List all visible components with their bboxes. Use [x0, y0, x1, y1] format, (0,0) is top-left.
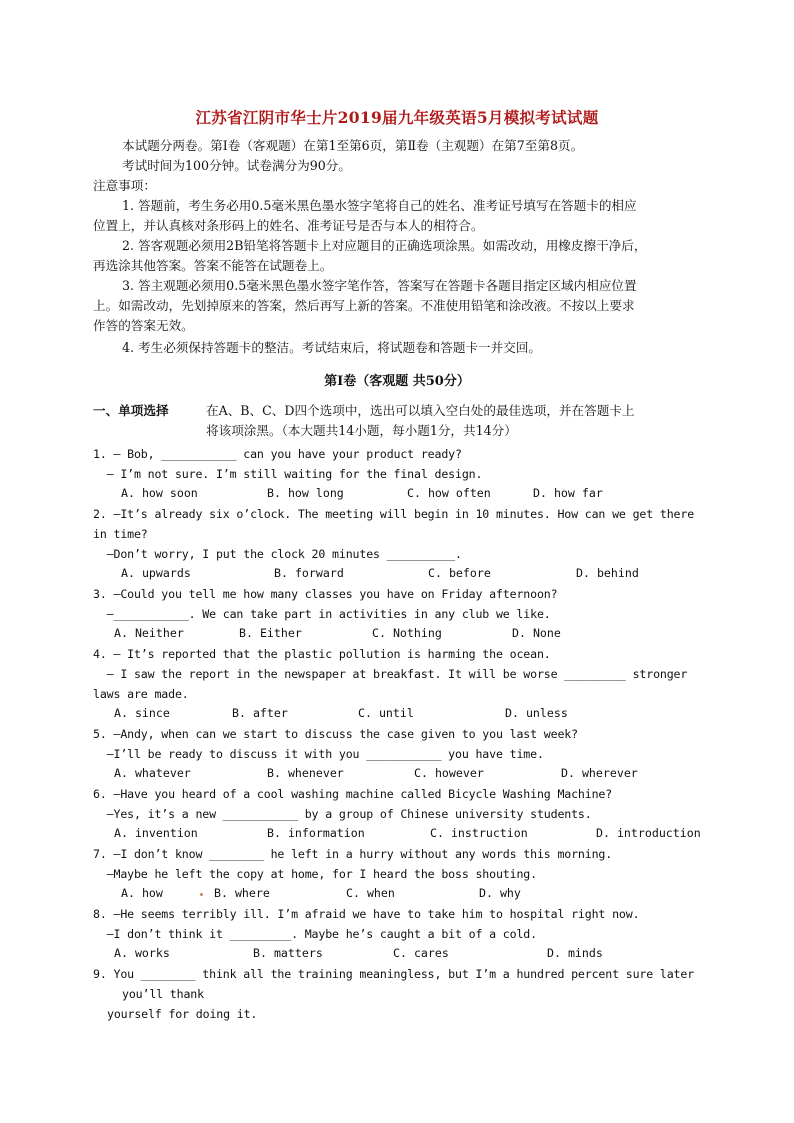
- q6-option-d: D. introduction: [596, 826, 701, 840]
- intro-line-2: 考试时间为100分钟。试卷满分为90分。: [122, 158, 351, 173]
- q1-option-c: C. how often: [407, 486, 491, 500]
- note-1-line-2: 位置上，并认真核对条形码上的姓名、准考证号是否与本人的相符合。: [93, 218, 484, 233]
- q7-option-d: D. why: [479, 886, 521, 900]
- q7-option-b: B. where: [214, 886, 270, 900]
- q4-line-1: 4. — It’s reported that the plastic pollution is harming the ocean.: [93, 647, 551, 661]
- q4-option-b: B. after: [232, 706, 288, 720]
- q2-line-2: in time?: [93, 527, 148, 541]
- q7-line-2: —Maybe he left the copy at home, for I heard the boss shouting.: [93, 867, 537, 881]
- q8-line-1: 8. —He seems terribly ill. I’m afraid we have to take him to hospital right now.: [93, 907, 640, 921]
- q2-option-a: A. upwards: [121, 566, 191, 580]
- q2-option-d: D. behind: [576, 566, 639, 580]
- note-2-line-1: 2. 答客观题必须用2B铅笔将答题卡上对应题目的正确选项涂黑。如需改动，用橡皮擦干净后，: [122, 238, 647, 253]
- q3-line-1: 3. —Could you tell me how many classes you have on Friday afternoon?: [93, 587, 558, 601]
- page-title: 江苏省江阴市华士片2019届九年级英语5月模拟考试试题: [195, 108, 599, 127]
- q4-option-d: D. unless: [505, 706, 568, 720]
- q9-line-1: 9. You ________ think all the training meaningless, but I’m a hundred percent sure later: [93, 967, 695, 981]
- note-3-line-3: 作答的答案无效。: [93, 318, 194, 333]
- q7-line-1: 7. —I don’t know ________ he left in a hurry without any words this morning.: [93, 847, 613, 861]
- q8-option-a: A. works: [114, 946, 170, 960]
- q4-line-3: laws are made.: [93, 687, 189, 701]
- q6-option-b: B. information: [267, 826, 365, 840]
- q2-line-1: 2. —It’s already six o’clock. The meeting will begin in 10 minutes. How can we get there: [93, 507, 695, 521]
- q9-line-2: you’ll thank: [122, 987, 204, 1001]
- note-4: 4. 考生必须保持答题卡的整洁。考试结束后，将试题卷和答题卡一并交回。: [122, 340, 542, 355]
- q6-option-a: A. invention: [114, 826, 198, 840]
- q3-option-a: A. Neither: [114, 626, 184, 640]
- q3-line-2: —___________. We can take part in activities in any club we like.: [93, 607, 551, 621]
- note-2-line-2: 再选涂其他答案。答案不能答在试题卷上。: [93, 258, 333, 273]
- note-1-line-1: 1. 答题前，考生务必用0.5毫米黑色墨水签字笔将自己的姓名、准考证号填写在答题卡的相应: [122, 198, 637, 213]
- q3-option-d: D. None: [512, 626, 561, 640]
- q7-option-a: A. how: [121, 886, 163, 900]
- q1-line-2: — I’m not sure. I’m still waiting for the final design.: [93, 467, 483, 481]
- q1-option-b: B. how long: [267, 486, 344, 500]
- note-3-line-1: 3. 答主观题必须用0.5毫米黑色墨水签字笔作答，答案写在答题卡各题目指定区域内相应位置: [122, 278, 637, 293]
- q8-option-d: D. minds: [547, 946, 603, 960]
- stray-dot: [200, 893, 203, 896]
- q2-option-c: C. before: [428, 566, 491, 580]
- notes-heading: 注意事项：: [93, 178, 156, 193]
- q4-option-c: C. until: [358, 706, 414, 720]
- q8-option-c: C. cares: [393, 946, 449, 960]
- section-title: 第Ⅰ卷（客观题 共50分）: [324, 374, 470, 389]
- q3-option-c: C. Nothing: [372, 626, 442, 640]
- part1-instruction-1: 在A、B、C、D四个选项中，选出可以填入空白处的最佳选项，并在答题卡上: [206, 403, 635, 418]
- q3-option-b: B. Either: [239, 626, 302, 640]
- note-3-line-2: 上。如需改动，先划掉原来的答案，然后再写上新的答案。不准使用铅笔和涂改液。不按以上要求: [93, 298, 635, 313]
- part1-instruction-2: 将该项涂黑。（本大题共14小题，每小题1分，共14分）: [206, 423, 517, 438]
- intro-line-1: 本试题分两卷。第Ⅰ卷（客观题）在第1至第6页，第Ⅱ卷（主观题）在第7至第8页。: [122, 138, 584, 153]
- q5-option-d: D. wherever: [561, 766, 638, 780]
- q4-line-2: — I saw the report in the newspaper at breakfast. It will be worse _________ stronger: [93, 667, 688, 681]
- q1-option-a: A. how soon: [121, 486, 198, 500]
- q7-option-c: C. when: [346, 886, 395, 900]
- q4-option-a: A. since: [114, 706, 170, 720]
- q1-option-d: D. how far: [533, 486, 603, 500]
- q6-line-2: —Yes, it’s a new ___________ by a group of Chinese university students.: [93, 807, 592, 821]
- q8-option-b: B. matters: [253, 946, 323, 960]
- part1-label: 一、单项选择: [93, 403, 169, 418]
- q5-line-2: —I’ll be ready to discuss it with you ___________ you have time.: [93, 747, 544, 761]
- q5-line-1: 5. —Andy, when can we start to discuss the case given to you last week?: [93, 727, 578, 741]
- q6-line-1: 6. —Have you heard of a cool washing machine called Bicycle Washing Machine?: [93, 787, 613, 801]
- q8-line-2: —I don’t think it _________. Maybe he’s caught a bit of a cold.: [93, 927, 537, 941]
- q5-option-c: C. however: [414, 766, 484, 780]
- q9-line-3: yourself for doing it.: [107, 1007, 258, 1021]
- q2-line-3: —Don’t worry, I put the clock 20 minutes __________.: [93, 547, 462, 561]
- q5-option-a: A. whatever: [114, 766, 191, 780]
- q1-line-1: 1. — Bob, ___________ can you have your product ready?: [93, 447, 462, 461]
- q6-option-c: C. instruction: [430, 826, 528, 840]
- q2-option-b: B. forward: [274, 566, 344, 580]
- q5-option-b: B. whenever: [267, 766, 344, 780]
